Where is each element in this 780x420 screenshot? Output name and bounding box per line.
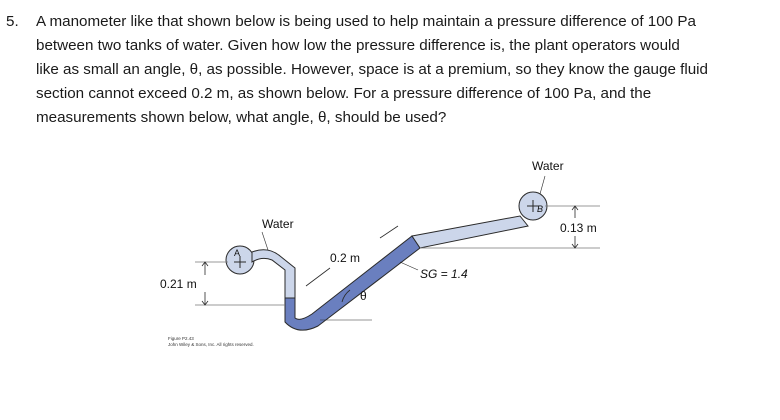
leader-water-right — [540, 176, 545, 194]
dim-left-label: 0.21 m — [160, 277, 197, 291]
problem-line: measurements shown below, what angle, θ, should be used? — [36, 109, 447, 126]
point-b-label: B — [537, 204, 544, 214]
leader-sg — [400, 262, 418, 270]
caption-line-2: John Wiley & Sons, Inc. All rights reserved. — [168, 342, 254, 347]
leader-water-left — [262, 232, 268, 250]
point-a-label: A — [234, 248, 241, 258]
dim-right-label: 0.13 m — [560, 221, 597, 235]
water-right-label: Water — [532, 159, 564, 173]
problem-number: 5. — [6, 13, 19, 30]
tube-water-left — [252, 250, 295, 300]
sg-label: SG = 1.4 — [420, 267, 468, 281]
angle-label: θ — [360, 289, 367, 303]
dim-length-label: 0.2 m — [330, 251, 361, 265]
problem-line: section cannot exceed 0.2 m, as shown below. For a pressure difference of 100 Pa, and the — [36, 85, 652, 102]
problem-line: A manometer like that shown below is being used to help maintain a pressure difference of 100 Pa — [36, 13, 696, 30]
tube-water-incline — [412, 216, 528, 248]
problem-line: between two tanks of water. Given how low the pressure difference is, the plant operators would — [36, 37, 680, 54]
caption-line-1: Figure P2.43 — [168, 336, 194, 341]
dim-arrow-left — [202, 262, 208, 305]
problem-line: like as small an angle, θ, as possible. However, space is at a premium, so they know the gauge fluid — [36, 61, 708, 78]
water-left-label: Water — [262, 217, 294, 231]
